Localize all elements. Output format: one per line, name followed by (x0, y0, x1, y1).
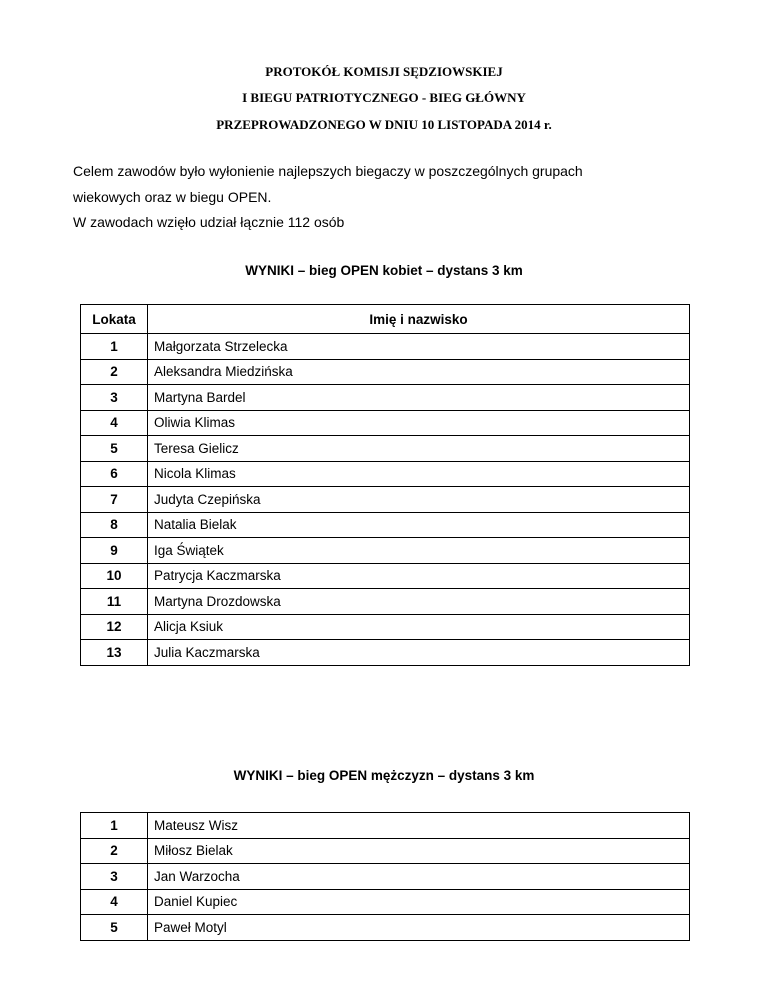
rank-cell: 4 (81, 889, 148, 915)
runner-name-cell: Daniel Kupiec (148, 889, 690, 915)
event-date: PRZEPROWADZONEGO W DNIU 10 LISTOPADA 2014 r. (216, 117, 552, 132)
rank-cell: 2 (81, 359, 148, 385)
table-row (81, 614, 690, 640)
runner-name-cell: Patrycja Kaczmarska (148, 563, 690, 589)
table-row (81, 889, 690, 915)
women-results-title: WYNIKI – bieg OPEN kobiet – dystans 3 km (245, 263, 523, 278)
table-row (81, 385, 690, 411)
runner-name-cell: Natalia Bielak (148, 512, 690, 538)
rank-cell: 9 (81, 538, 148, 564)
table-row (81, 589, 690, 615)
runner-name-cell: Julia Kaczmarska (148, 640, 690, 666)
rank-cell: 1 (81, 813, 148, 839)
runner-name-cell: Oliwia Klimas (148, 410, 690, 436)
intro-line-3: W zawodach wzięło udział łącznie 112 osób (73, 214, 345, 230)
event-name: I BIEGU PATRIOTYCZNEGO - BIEG GŁÓWNY (242, 90, 526, 105)
runner-name-cell: Nicola Klimas (148, 461, 690, 487)
runner-name-cell: Teresa Gielicz (148, 436, 690, 462)
runner-name-cell: Miłosz Bielak (148, 838, 690, 864)
table-row (81, 461, 690, 487)
rank-cell: 2 (81, 838, 148, 864)
men-results-title: WYNIKI – bieg OPEN mężczyzn – dystans 3 km (233, 768, 535, 783)
rank-cell: 12 (81, 614, 148, 640)
table-row (81, 915, 690, 941)
runner-name-cell: Alicja Ksiuk (148, 614, 690, 640)
table-row (81, 359, 690, 385)
intro-line-1: Celem zawodów było wyłonienie najlepszych biegaczy w poszczególnych grupach (73, 163, 583, 179)
women-results-table (80, 304, 690, 666)
table-row (81, 512, 690, 538)
rank-cell: 5 (81, 436, 148, 462)
rank-cell: 3 (81, 385, 148, 411)
rank-cell: 4 (81, 410, 148, 436)
runner-name-cell: Paweł Motyl (148, 915, 690, 941)
runner-name-cell: Mateusz Wisz (148, 813, 690, 839)
rank-cell: 1 (81, 334, 148, 360)
rank-cell: 13 (81, 640, 148, 666)
protocol-title: PROTOKÓŁ KOMISJI SĘDZIOWSKIEJ (265, 64, 503, 79)
rank-cell: 5 (81, 915, 148, 941)
women-table-header (81, 305, 690, 334)
runner-name-cell: Judyta Czepińska (148, 487, 690, 513)
table-row (81, 640, 690, 666)
table-row (81, 487, 690, 513)
women-table-body (81, 334, 690, 666)
table-row (81, 410, 690, 436)
table-row (81, 538, 690, 564)
table-row (81, 436, 690, 462)
runner-name-cell: Martyna Bardel (148, 385, 690, 411)
rank-cell: 6 (81, 461, 148, 487)
runner-name-cell: Iga Świątek (148, 538, 690, 564)
runner-name-cell: Aleksandra Miedzińska (148, 359, 690, 385)
rank-cell: 10 (81, 563, 148, 589)
runner-name-cell: Jan Warzocha (148, 864, 690, 890)
men-results-table (80, 812, 690, 941)
rank-cell: 3 (81, 864, 148, 890)
runner-name-cell: Małgorzata Strzelecka (148, 334, 690, 360)
table-row (81, 813, 690, 839)
rank-cell: 8 (81, 512, 148, 538)
rank-cell: 7 (81, 487, 148, 513)
men-table-body (81, 813, 690, 941)
rank-cell: 11 (81, 589, 148, 615)
table-row (81, 334, 690, 360)
table-row (81, 864, 690, 890)
name-column-header: Imię i nazwisko (148, 305, 690, 334)
table-row (81, 838, 690, 864)
intro-line-2: wiekowych oraz w biegu OPEN. (73, 189, 272, 205)
rank-column-header: Lokata (81, 305, 148, 334)
runner-name-cell: Martyna Drozdowska (148, 589, 690, 615)
table-row (81, 563, 690, 589)
